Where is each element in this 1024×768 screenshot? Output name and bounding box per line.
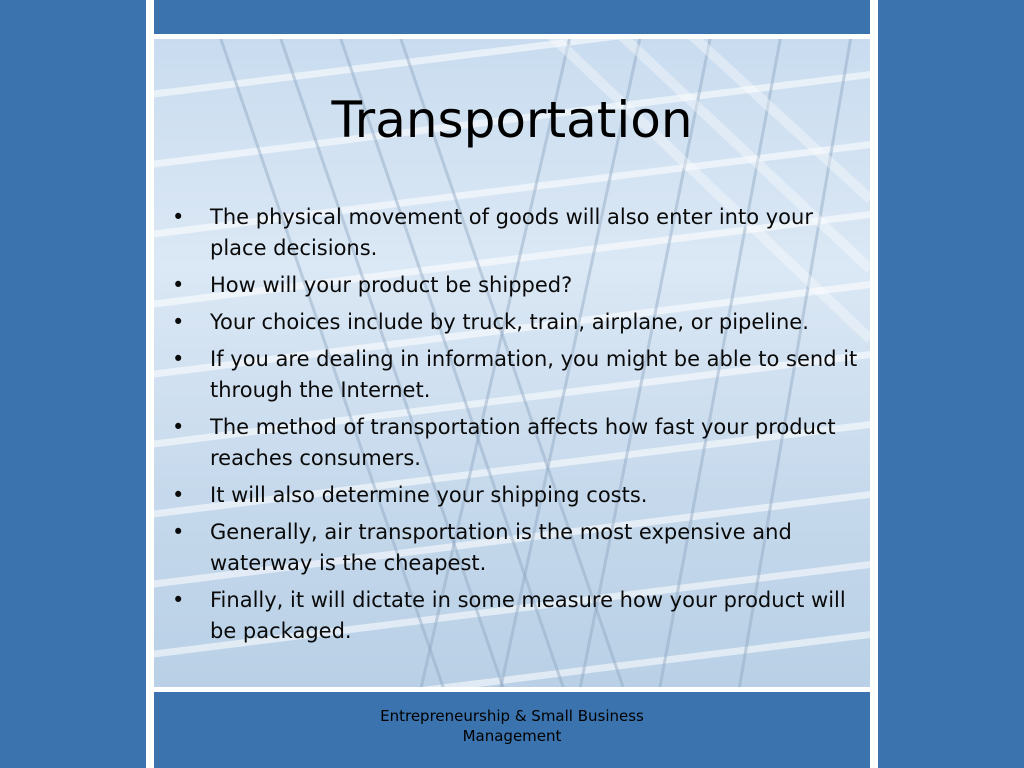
bullet-text: Finally, it will dictate in some measure how your product will be packaged. [210, 588, 846, 643]
bullet-dot: • [172, 310, 185, 334]
footer-banner [154, 692, 870, 768]
bullet-text: Your choices include by truck, train, airplane, or pipeline. [210, 310, 809, 334]
bullet-item [168, 270, 858, 301]
bullet-item [168, 585, 858, 647]
bullet-text: If you are dealing in information, you might be able to send it through the Internet. [210, 347, 858, 402]
footer-text [154, 706, 870, 746]
bullet-dot: • [172, 347, 185, 371]
bullet-text: How will your product be shipped? [210, 273, 573, 297]
slide-title: Transportation [331, 91, 693, 149]
bullet-item [168, 480, 858, 511]
bullet-text: It will also determine your shipping costs. [210, 483, 648, 507]
left-white-stripe [146, 0, 154, 768]
bullet-item [168, 517, 858, 579]
bullet-dot: • [172, 415, 185, 439]
right-white-stripe [870, 0, 878, 768]
bullet-item [168, 344, 858, 406]
bullet-dot: • [172, 273, 185, 297]
left-side-panel [0, 0, 146, 768]
bullet-text: Generally, air transportation is the most expensive and waterway is the cheapest. [210, 520, 792, 575]
bullet-item [168, 307, 858, 338]
bullet-dot: • [172, 483, 185, 507]
footer-line-2: Management [462, 727, 562, 745]
right-side-panel [878, 0, 1024, 768]
bullet-text: The method of transportation affects how fast your product reaches consumers. [210, 415, 836, 470]
bullet-list [168, 202, 858, 653]
bullet-dot: • [172, 205, 185, 229]
slide-content-area [154, 39, 870, 687]
top-banner [154, 0, 870, 34]
bullet-item [168, 412, 858, 474]
bullet-dot: • [172, 588, 185, 612]
footer-line-1: Entrepreneurship & Small Business [380, 707, 644, 725]
bullet-dot: • [172, 520, 185, 544]
bullet-text: The physical movement of goods will also enter into your place decisions. [210, 205, 813, 260]
bullet-item [168, 202, 858, 264]
